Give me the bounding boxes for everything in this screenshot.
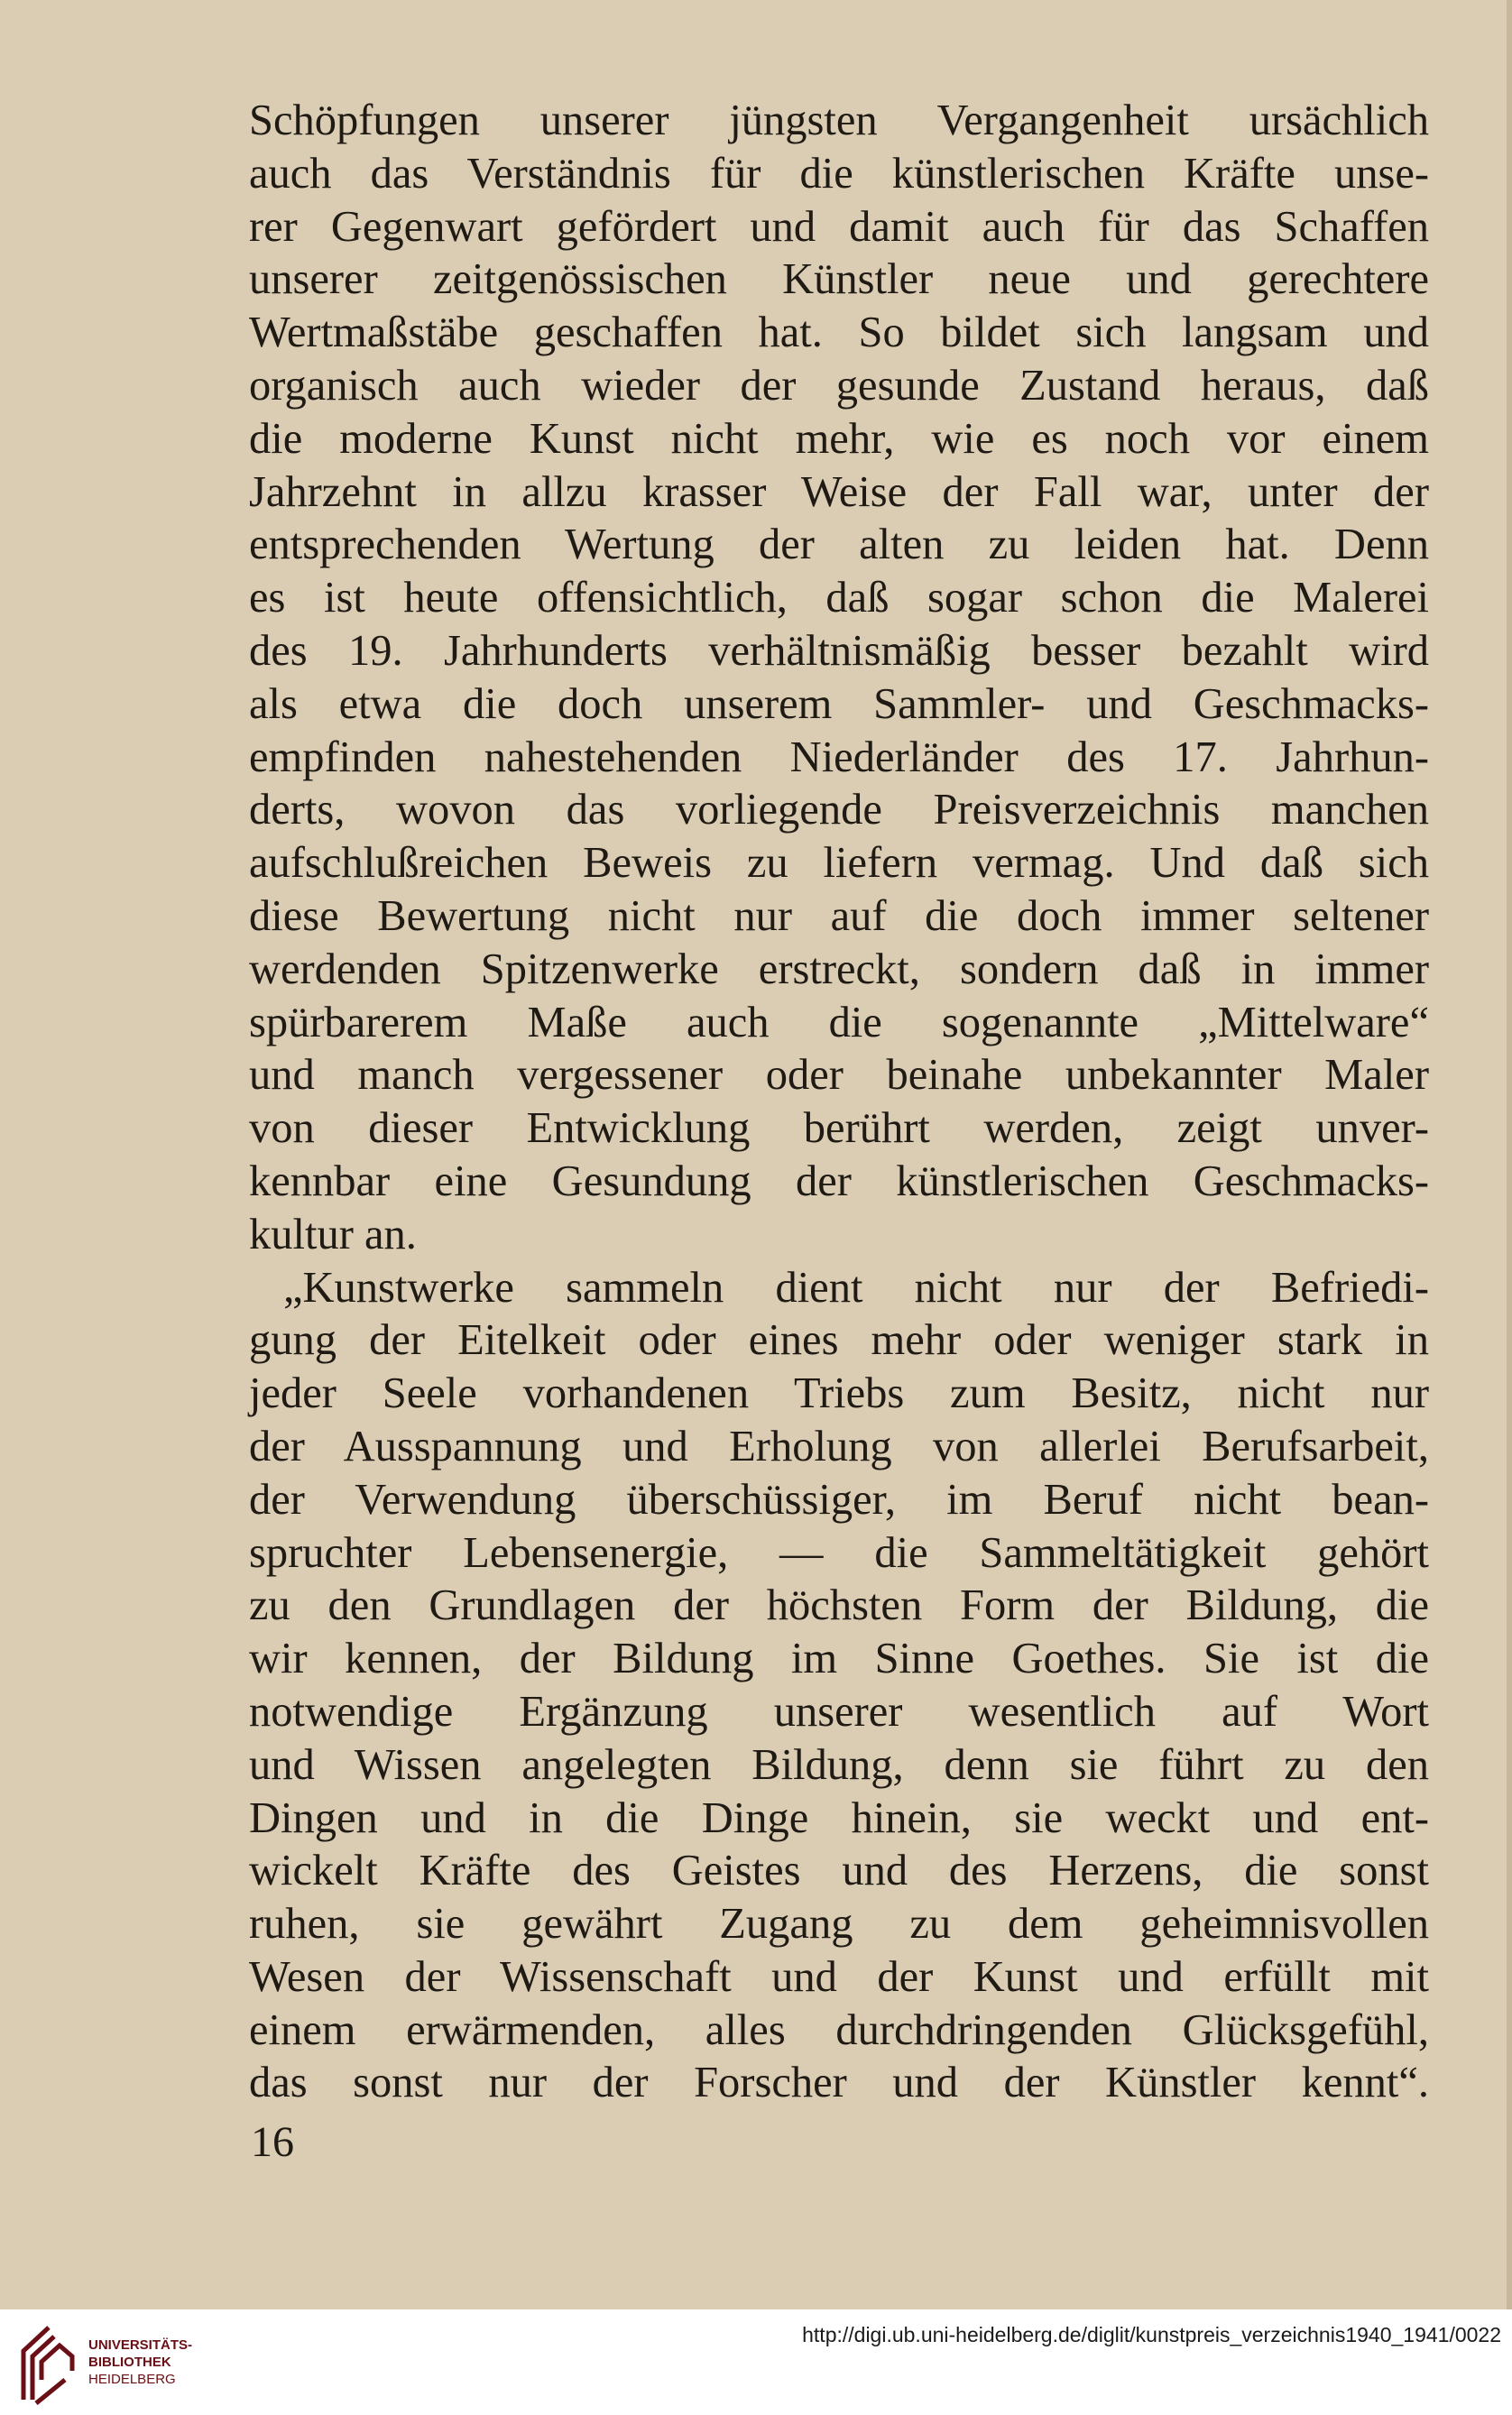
text-line: „Kunstwerke sammeln dient nicht nur der Befriedi- xyxy=(283,1263,1429,1312)
text-line: jeder Seele vorhandenen Triebs zum Besitz, nicht nur xyxy=(249,1369,1429,1418)
text-line: organisch auch wieder der gesunde Zustand heraus, daß xyxy=(249,361,1429,410)
text-line: kultur an. xyxy=(249,1210,417,1258)
text-line: spürbarerem Maße auch die sogenannte „Mittelware“ xyxy=(249,998,1429,1046)
library-name-line: UNIVERSITÄTS- xyxy=(88,2337,193,2353)
ub-heidelberg-logo-icon xyxy=(18,2317,78,2407)
text-line: der Verwendung überschüssiger, im Beruf nicht bean- xyxy=(249,1475,1429,1524)
library-name-line: HEIDELBERG xyxy=(88,2372,176,2387)
text-line: Schöpfungen unserer jüngsten Vergangenheit ursächlich xyxy=(249,97,1429,144)
body-text xyxy=(249,95,1429,2110)
text-line: kennbar eine Gesundung der künstlerischen Geschmacks- xyxy=(249,1157,1429,1205)
text-line: das sonst nur der Forscher und der Künstler kennt“. xyxy=(249,2059,1429,2107)
source-url-link[interactable]: http://digi.ub.uni-heidelberg.de/diglit/kunstpreis_verzeichnis1940_1941/0022 xyxy=(802,2323,1501,2346)
text-line: Wertmaßstäbe geschaffen hat. So bildet sich langsam und xyxy=(249,309,1429,357)
text-line: entsprechenden Wertung der alten zu leiden hat. Denn xyxy=(249,521,1429,569)
text-line: von dieser Entwicklung berührt werden, zeigt unver- xyxy=(249,1104,1429,1153)
page-edge xyxy=(1507,0,1512,2309)
text-line: derts, wovon das vorliegende Preisverzeichnis manchen xyxy=(249,786,1429,834)
text-line: wickelt Kräfte des Geistes und des Herzens, die sonst xyxy=(249,1847,1429,1895)
page-number: 16 xyxy=(251,2118,294,2166)
text-line: auch das Verständnis für die künstlerischen Kräfte unse- xyxy=(249,149,1429,198)
text-line: spruchter Lebensenergie, — die Sammeltätigkeit gehört xyxy=(249,1528,1429,1577)
text-line: zu den Grundlagen der höchsten Form der Bildung, die xyxy=(249,1581,1429,1630)
text-line: unserer zeitgenössischen Künstler neue und gerechtere xyxy=(249,255,1429,304)
text-line: rer Gegenwart gefördert und damit auch für das Schaffen xyxy=(249,202,1429,251)
library-name-line: BIBLIOTHEK xyxy=(88,2355,171,2370)
text-line: notwendige Ergänzung unserer wesentlich auf Wort xyxy=(249,1687,1429,1736)
text-line: einem erwärmenden, alles durchdringenden Glücksgefühl, xyxy=(249,2005,1429,2054)
library-name xyxy=(88,2337,192,2388)
text-line: es ist heute offensichtlich, daß sogar schon die Malerei xyxy=(249,574,1429,622)
text-line: der Ausspannung und Erholung von allerlei Berufsarbeit, xyxy=(249,1422,1429,1470)
text-line: Jahrzehnt in allzu krasser Weise der Fall war, unter der xyxy=(249,467,1429,516)
text-line: ruhen, sie gewährt Zugang zu dem geheimnisvollen xyxy=(249,1900,1429,1949)
text-line: gung der Eitelkeit oder eines mehr oder weniger stark in xyxy=(249,1316,1429,1365)
text-line: und Wissen angelegten Bildung, denn sie führt zu den xyxy=(249,1740,1429,1789)
text-line: aufschlußreichen Beweis zu liefern vermag. Und daß sich xyxy=(249,839,1429,888)
text-line: Wesen der Wissenschaft und der Kunst und erfüllt mit xyxy=(249,1952,1429,2001)
text-line: und manch vergessener oder beinahe unbekannter Maler xyxy=(249,1051,1429,1100)
text-line: die moderne Kunst nicht mehr, wie es noch vor einem xyxy=(249,414,1429,463)
text-line: Dingen und in die Dinge hinein, sie weckt und ent- xyxy=(249,1793,1429,1842)
text-line: als etwa die doch unserem Sammler- und Geschmacks- xyxy=(249,679,1429,728)
text-line: des 19. Jahrhunderts verhältnismäßig besser bezahlt wird xyxy=(249,626,1429,675)
text-line: werdenden Spitzenwerke erstreckt, sondern daß in immer xyxy=(249,945,1429,993)
text-line: diese Bewertung nicht nur auf die doch immer seltener xyxy=(249,891,1429,940)
text-line: wir kennen, der Bildung im Sinne Goethes. Sie ist die xyxy=(249,1635,1429,1683)
text-line: empfinden nahestehenden Niederländer des 17. Jahrhun- xyxy=(249,733,1429,781)
